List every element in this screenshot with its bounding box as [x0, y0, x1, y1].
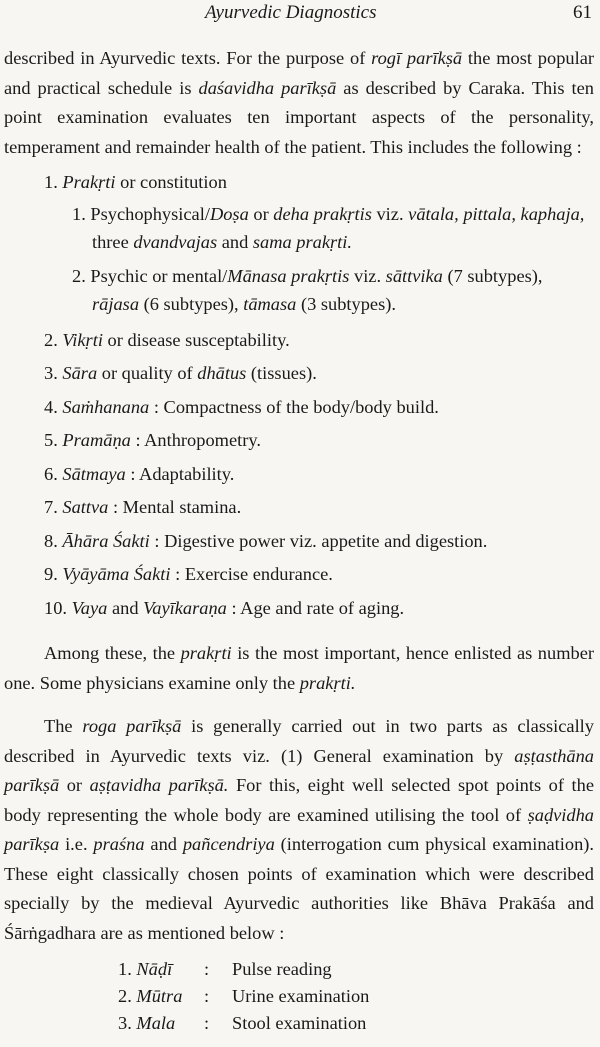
- list-term: Mūtra: [136, 986, 183, 1006]
- list-number: 3.: [44, 363, 58, 383]
- term-astavidha-pariksa: aṣṭavidha parīkṣā.: [89, 775, 229, 795]
- list-item: [44, 558, 594, 592]
- text-run: For this, eight well selected spot points of the body representing the whole body are examined utilising the tool of: [4, 775, 594, 825]
- table-row: [118, 1010, 369, 1037]
- list-text: viz.: [371, 203, 409, 224]
- list-text: Psychic or mental/: [90, 265, 228, 286]
- list-text: (3 subtypes).: [296, 293, 396, 314]
- list-number: 9.: [44, 564, 58, 584]
- list-term: Vyāyāma Śakti: [62, 564, 171, 584]
- list-term: Sattva: [62, 497, 109, 517]
- list-term: sāttvika: [385, 265, 443, 286]
- table-cell-sep: :: [204, 959, 210, 979]
- list-item: [44, 166, 594, 200]
- list-term: Vikṛti: [62, 329, 103, 350]
- list-text: : Anthropometry.: [130, 430, 261, 450]
- list-term: Saṁhanana: [62, 396, 150, 417]
- ten-point-list: [44, 166, 594, 625]
- list-text: : Compactness of the body/body build.: [149, 396, 439, 417]
- list-term: Vayīkaraṇa: [143, 597, 227, 618]
- list-term: Nāḍī: [136, 959, 173, 979]
- page-number: 61: [573, 2, 592, 23]
- list-term: Doṣa: [209, 203, 249, 224]
- list-text: three: [92, 231, 134, 252]
- list-text: Psychophysical/: [90, 203, 210, 224]
- table-cell-sep: :: [204, 986, 210, 1006]
- list-number: 2.: [44, 329, 58, 350]
- table-row: [118, 983, 369, 1010]
- list-number: 3.: [118, 1013, 132, 1033]
- text-run: or: [59, 775, 90, 795]
- list-number: 10.: [44, 597, 67, 618]
- text-run: The: [44, 716, 83, 736]
- list-term: sama prakṛti.: [252, 231, 352, 252]
- list-item: [44, 525, 594, 559]
- text-run: (interrogation cum physical examination). These eight classically chosen points of examination which were described specially by the medieval Ayurvedic authorities like Bhāva Prakāśa and Śārṅgadhara are as mentioned below :: [4, 834, 595, 943]
- list-number: 2.: [118, 986, 132, 1006]
- list-number: 7.: [44, 497, 58, 517]
- examination-table: [118, 956, 369, 1037]
- list-term: deha prakṛtis: [273, 203, 372, 224]
- list-text: and: [107, 597, 144, 618]
- table-cell-term: [118, 983, 204, 1010]
- paragraph-roga-pariksa: [4, 712, 594, 948]
- list-text: and: [217, 231, 253, 252]
- list-text: or disease susceptability.: [102, 329, 290, 350]
- list-text: : Exercise endurance.: [170, 564, 333, 584]
- list-term: Prakṛti: [62, 172, 116, 192]
- term-dasavidha-pariksa: daśavidha parīkṣā: [198, 77, 337, 98]
- list-text: or constitution: [115, 172, 227, 192]
- term-rogi-pariksa: rogī parīkṣā: [371, 48, 463, 68]
- table-cell-term: [118, 956, 204, 983]
- list-text: : Digestive power viz. appetite and digestion.: [149, 530, 488, 551]
- list-text: or: [248, 203, 274, 224]
- text-run: is the most important, hence enlisted as number one. Some physicians examine only the: [4, 643, 594, 693]
- term-prakrti: prakṛti: [180, 643, 232, 663]
- list-text: : Age and rate of aging.: [226, 597, 405, 618]
- list-term: Sātmaya: [62, 463, 126, 484]
- list-number: 6.: [44, 463, 58, 484]
- list-term: dhātus: [197, 363, 247, 383]
- list-text: (6 subtypes),: [139, 293, 244, 314]
- running-title: Ayurvedic Diagnostics: [205, 2, 377, 23]
- list-item: [44, 592, 594, 626]
- text-run: and: [144, 834, 183, 854]
- table-cell-term: [118, 1010, 204, 1037]
- list-text: (7 subtypes),: [442, 265, 543, 286]
- list-item: [44, 424, 594, 458]
- list-term: dvandvajas: [133, 231, 218, 252]
- page-body: [4, 44, 594, 1037]
- text-run: is generally carried out in two parts as classically described in Ayurvedic texts viz. (1) General examination by: [4, 716, 594, 766]
- text-run: the most popular and practical schedule is: [4, 48, 594, 98]
- sub-list: [72, 200, 594, 318]
- table-row: [118, 956, 369, 983]
- list-number: 2.: [72, 265, 86, 286]
- table-cell-desc: Urine examination: [232, 986, 370, 1006]
- list-text: or quality of: [97, 363, 198, 383]
- paragraph-prakrti: [4, 639, 594, 698]
- list-number: 1.: [72, 203, 86, 224]
- list-term: Sāra: [62, 363, 98, 383]
- list-item: [44, 324, 594, 358]
- list-term: Vaya: [71, 597, 108, 618]
- table-cell-desc: Pulse reading: [232, 959, 332, 979]
- list-item: [44, 391, 594, 425]
- list-number: 1.: [118, 959, 132, 979]
- paragraph-intro: [4, 44, 594, 162]
- term-astasthana-pariksa: aṣṭasthāna parīkṣā: [4, 745, 594, 795]
- list-number: 5.: [44, 430, 58, 450]
- term-prakrti: prakṛti.: [299, 672, 356, 693]
- list-number: 1.: [44, 172, 58, 192]
- text-run: Among these, the: [44, 643, 181, 663]
- term-prasna: praśna: [93, 834, 145, 854]
- list-item: [44, 491, 594, 525]
- list-text: : Adaptability.: [125, 463, 235, 484]
- running-header: [0, 2, 600, 28]
- term-roga-pariksa: roga parīkṣā: [82, 716, 182, 736]
- list-item: [44, 458, 594, 492]
- list-text: viz.: [349, 265, 386, 286]
- table-cell-sep: :: [204, 1013, 210, 1033]
- list-term: vātala, pittala, kaphaja,: [408, 203, 585, 224]
- table-cell-desc: Stool examination: [232, 1013, 367, 1033]
- sub-list-item: [72, 200, 594, 256]
- text-run: described in Ayurvedic texts. For the purpose of: [4, 48, 372, 68]
- list-number: 8.: [44, 530, 58, 551]
- list-term: Mānasa prakṛtis: [227, 265, 350, 286]
- term-sadvidha-pariksa: ṣaḍvidha parīkṣa: [4, 804, 594, 854]
- list-term: Pramāṇa: [62, 430, 131, 450]
- sub-list-item: [72, 262, 594, 318]
- text-run: i.e.: [59, 834, 94, 854]
- list-term: rājasa: [92, 293, 140, 314]
- list-text: (tissues).: [246, 363, 317, 383]
- text-run: as described by Caraka. This ten point examination evaluates ten important aspects of the personality, temperament and remainder health of the patient. This includes the following :: [4, 77, 594, 157]
- list-text: : Mental stamina.: [108, 497, 242, 517]
- list-item: [44, 357, 594, 391]
- list-number: 4.: [44, 396, 58, 417]
- list-term: tāmasa: [243, 293, 297, 314]
- term-pancendriya: pañcendriya: [182, 834, 275, 854]
- list-term: Āhāra Śakti: [62, 530, 150, 551]
- list-term: Mala: [136, 1013, 176, 1033]
